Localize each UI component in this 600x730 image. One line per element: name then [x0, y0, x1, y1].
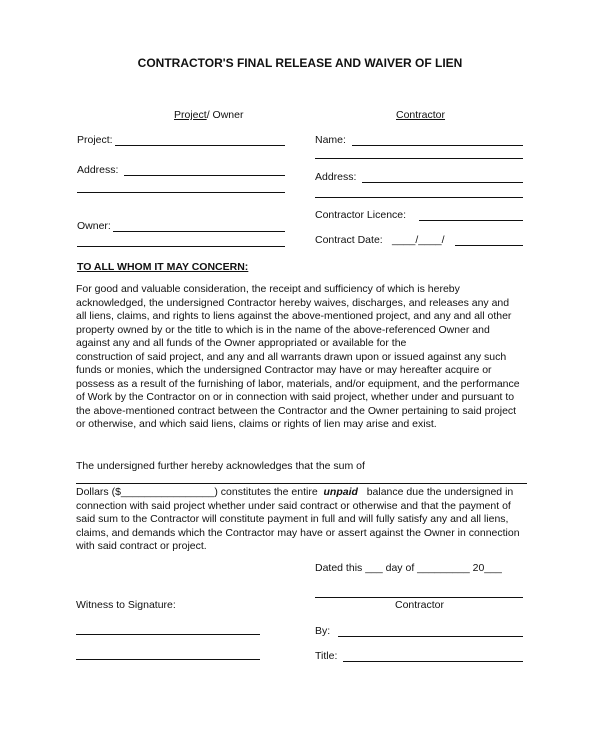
contractor-address-label: Address:	[315, 171, 357, 183]
owner-field[interactable]	[113, 231, 285, 232]
owner-label: Owner:	[77, 220, 111, 232]
sum-paragraph	[76, 486, 546, 554]
owner-section-heading	[174, 109, 243, 121]
paragraph-line: all liens, claims, and rights to liens against the above-mentioned project, and any and all other	[76, 310, 512, 322]
witness-signature-field[interactable]	[76, 634, 260, 635]
contractor-section-heading: Contractor	[396, 109, 446, 121]
project-label: Project:	[77, 134, 113, 146]
dated-line[interactable]: Dated this ___ day of _________ 20___	[315, 562, 502, 574]
paragraph-line: said sum to the Contractor will constitute payment in full and will fully satisfy any and all liens,	[76, 513, 509, 525]
contract-date-year-field[interactable]	[455, 245, 523, 246]
owner-address-field-2[interactable]	[77, 192, 285, 193]
contractor-signature-field[interactable]	[315, 597, 523, 598]
paragraph-line: funds or monies, which the undersigned Contractor may have or may hereafter acquire or	[76, 364, 492, 376]
title-label: Title:	[315, 650, 338, 662]
paragraph-line: property owned by or the title to which is in the name of the above-referenced Owner and	[76, 323, 490, 336]
witness-label: Witness to Signature:	[76, 599, 176, 611]
name-field-2[interactable]	[315, 158, 523, 159]
paragraph-line: connection with said project whether under said contract or otherwise and that the payment of	[76, 499, 511, 512]
release-paragraph	[76, 283, 546, 432]
licence-label: Contractor Licence:	[315, 209, 407, 221]
sum-intro: The undersigned further hereby acknowledges that the sum of	[76, 460, 365, 472]
sum-first-line	[76, 486, 546, 500]
paragraph-line: construction of said project, and any and all warrants drawn upon or issued against any such	[76, 350, 507, 363]
contract-date-label: Contract Date:	[315, 234, 383, 246]
paragraph-line: claims, and demands which the Contractor may have or assert against the Owner in connection	[76, 526, 520, 539]
by-label: By:	[315, 625, 331, 637]
by-field[interactable]	[338, 636, 523, 637]
paragraph-line: of Work by the Contractor on or in connection with said project, whether under and pursuant to	[76, 391, 515, 403]
document-title: CONTRACTOR'S FINAL RELEASE AND WAIVER OF LIEN	[137, 56, 463, 70]
title-field[interactable]	[343, 661, 523, 662]
paragraph-line: For good and valuable consideration, the receipt and sufficiency of which is hereby	[76, 283, 460, 295]
paragraph-line: the above-mentioned contract between the Contractor and the Owner pertaining to said project	[76, 404, 517, 417]
paragraph-line: acknowledged, the undersigned Contractor hereby waives, discharges, and releases any and	[76, 296, 510, 309]
contractor-address-field-2[interactable]	[315, 197, 523, 198]
dollars-field[interactable]: Dollars ($________________) constitutes the entire	[76, 486, 318, 498]
sum-first-line-end: balance due the undersigned in	[366, 486, 514, 498]
sum-words-field[interactable]	[76, 483, 527, 484]
unpaid-emphasis: unpaid	[323, 486, 358, 498]
owner-address-field[interactable]	[124, 175, 285, 176]
paragraph-line: with said contract or project.	[76, 540, 207, 552]
name-field[interactable]	[352, 145, 523, 146]
concern-heading: TO ALL WHOM IT MAY CONCERN:	[77, 261, 249, 273]
contract-date-blank[interactable]: ____/____/	[392, 234, 445, 246]
licence-field[interactable]	[419, 220, 523, 221]
project-field[interactable]	[115, 145, 285, 146]
name-label: Name:	[315, 134, 346, 146]
owner-field-2[interactable]	[77, 246, 285, 247]
paragraph-line: against any and all funds of the Owner appropriated or available for the	[76, 337, 407, 349]
contractor-signature-label: Contractor	[395, 599, 445, 611]
heading-owner: / Owner	[206, 109, 244, 121]
contractor-address-field[interactable]	[362, 182, 523, 183]
paragraph-line: possess as a result of the furnishing of labor, materials, and/or equipment, and the performance	[76, 377, 520, 390]
owner-address-label: Address:	[77, 164, 119, 176]
paragraph-line: or otherwise, and which said liens, claims or rights of lien may arise and exist.	[76, 418, 437, 430]
heading-project: Project	[174, 109, 207, 121]
witness-name-field[interactable]	[76, 659, 260, 660]
